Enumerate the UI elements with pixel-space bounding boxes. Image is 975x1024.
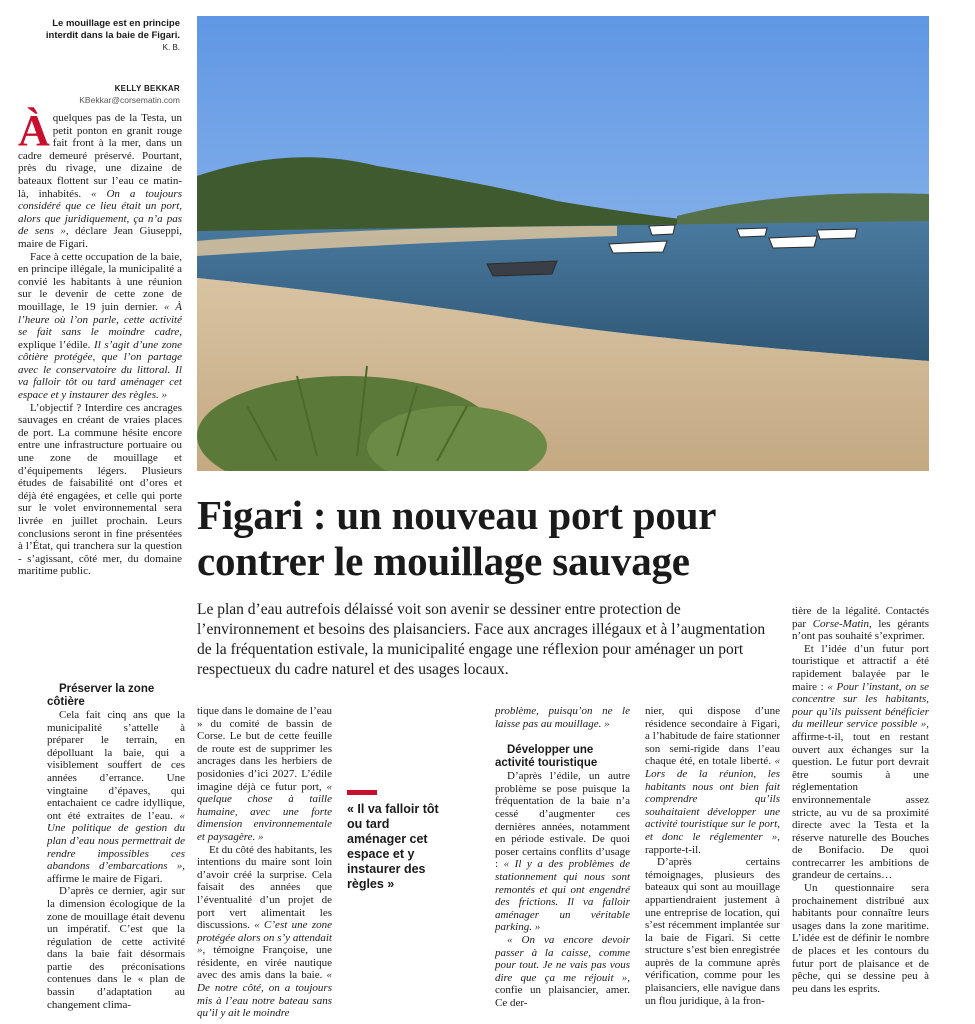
paragraph: Face à cette occupation de la baie, en principe illégale, la municipalité a convié les habitants à une réunion sur le devenir de cette zone de mouillage, le 19 juin dernier. « À l’heure où l’on parle, cette activité se fait sans le moindre cadre, explique l’édile. Il s’agit d’une zone côtière protégée, que l’on partage avec le conservatoire du littoral. Il va falloir tôt ou tard aménager cet espace et y instaurer des règles. »: [18, 250, 182, 402]
paragraph: nier, qui dispose d’une résidence secondaire à Figari, a l’habitude de faire stationner son semi-rigide dans l’eau chaque été, en totale liberté. « Lors de la réunion, les habitants nous ont bien fait comprendre qu’ils souhaitaient développer une activité touristique sur le port, et donc le réglementer », rapporte-t-il.: [645, 705, 780, 856]
byline-email[interactable]: KBekkar@corsematin.com: [79, 95, 180, 105]
caption-text: Le mouillage est en principe interdit dans la baie de Figari.: [45, 18, 180, 41]
paragraph: « On va encore devoir passer à la caisse, comme pour tout. Je ne vais pas vous dire que ça me réjouit », confie un plaisancier, amer. Ce der-: [495, 933, 630, 1009]
byline-author: KELLY BEKKAR: [114, 84, 180, 93]
pullquote: « Il va falloir tôt ou tard aménager cet espace et y instaurer des règles »: [347, 802, 439, 891]
article-column-5: [792, 605, 929, 995]
caption-credit: K. B.: [162, 43, 180, 52]
paragraph: D’après l’édile, un autre problème se pose puisque la fréquentation de la baie n’a cessé d’augmenter ces dernières années, notamment en période estivale. De quoi poser certains conflits d’usage : « Il y a des problèmes de stationnement qui nous sont remontés et qui ont engendré des frictions. Il va falloir aménager un véritable parking. »: [495, 770, 630, 934]
byline: [18, 84, 180, 105]
paragraph: D’après ce dernier, agir sur la dimension écologique de la zone de mouillage était devenu un impératif. C’est que la régulation de cette activité dans la baie fait désormais partie des préconisations contenues dans le « plan de bassin d’adaptation au changement clima-: [47, 885, 185, 1011]
paragraph: tique dans le domaine de l’eau » du comité de bassin de Corse. Le but de cette feuille de route est de supprimer les ancrages dans les herbiers de posidonies d’ici 2027. L’édile imagine déjà ce futur port, « quelque chose à taille humaine, avec une forte dimension environnementale et paysagère. »: [197, 705, 332, 843]
paragraph: Cela fait cinq ans que la municipalité s’attelle à préparer le terrain, en dépolluant la baie, qui a visiblement souffert de ces années d’errance. Une vingtaine d’épaves, qui entachaient ce cadre idyllique, ont été extraites de l’eau. « Une politique de gestion du plan d’eau nous permettrait de rendre impossibles ces abandons d’embarcations », affirme le maire de Figari.: [47, 709, 185, 885]
subhead-developper: Développer une activité touristique: [495, 744, 598, 770]
article-column-3: [495, 705, 630, 1009]
headline: [197, 492, 927, 584]
subhead-preserver: Préserver la zone côtière: [47, 683, 155, 708]
bay-photo-illustration: [197, 16, 929, 471]
article-column-4: [645, 705, 780, 1007]
paragraph: À quelques pas de la Testa, un petit ponton en granit rouge fait front à la mer, dans un cadre demeuré préservé. Pourtant, près du rivage, une dizaine de bateaux flottent sur l’eau ce matin-là, inhabités. « On a toujours considéré que ce lieu était un port, alors que juridiquement, ça n’a pas de sens », déclare Jean Giuseppi, maire de Figari.: [18, 106, 182, 250]
paragraph: problème, puisqu’on ne le laisse pas au mouillage. »: [495, 705, 630, 730]
article-column-2: [197, 705, 332, 1020]
paragraph: Et l’idée d’un futur port touristique et attractif a été rapidement balayée par le maire : « Pour l’instant, on se concentre sur les habitants, pour qu’ils puissent bénéficier du meilleur service possible », affirme-t-il, tout en restant ouvert aux échanges sur la question. Le futur port devrait être soumis à une réglementation environnementale assez stricte, au vu de sa proximité directe avec la Testa et la réserve naturelle des Bouches de Bonifacio. De quoi contrecarrer les ambitions de grandeur de certains…: [792, 642, 929, 882]
article-column-1: [18, 106, 182, 578]
paragraph: Un questionnaire sera prochainement distribué aux habitants pour connaître leurs usages dans la zone maritime. L’idée est de définir le nombre de places et les contours du futur port de plaisance et de pêche, qui se dessine peu à peu dans les esprits.: [792, 882, 929, 995]
paragraph: L’objectif ? Interdire ces ancrages sauvages en créant de vraies places de port. La commune hésite encore entre une infrastructure portuaire ou une zone de mouillage et d’équipements légers. Plusieurs études de faisabilité ont d’ores et déjà été engagées, et celle qui porte sur le volet environnemental sera livrée en juillet prochain. Leurs conclusions seront in fine présentées à l’État, qui tranchera sur la question - s’agissant, côté mer, du domaine maritime public.: [18, 401, 182, 578]
pullquote-accent-bar: [347, 790, 377, 795]
paragraph: D’après certains témoignages, plusieurs des bateaux qui sont au mouillage appartiendraient justement à une entreprise de location, qui s’est récemment implantée sur la baie de Figari. Si cette structure s’est bien enregistrée auprès de la commune après vérification, comme pour les plaisanciers, elle navigue dans un flou juridique, à la fron-: [645, 856, 780, 1007]
paragraph: Et du côté des habitants, les intentions du maire sont loin d’avoir créé la surprise. Cela faisait des années que l’éventualité d’un projet de port vert alimentait les discussions. « C’est une zone protégée alors on s’y attendait », témoigne Françoise, une résidente, en virée nautique avec des amis dans la baie. « De notre côté, on a toujours mis à l’eau notre bateau sans qu’il y ait le moindre: [197, 843, 333, 1020]
drop-cap: À: [18, 106, 50, 155]
photo-caption: [18, 18, 180, 54]
paragraph: tière de la légalité. Contactés par Corse-Matin, les gérants n’ont pas souhaité s’exprimer.: [792, 605, 930, 643]
headline-line-2: contrer le mouillage sauvage: [197, 538, 690, 584]
headline-line-1: Figari : un nouveau port pour: [197, 492, 717, 538]
lead-paragraph: Le plan d’eau autrefois délaissé voit son avenir se dessiner entre protection de l’environnement et besoins des plaisanciers. Face aux ancrages illégaux et à l’augmentation de la fréquentation estivale, la municipalité engage une réflexion pour aménager un port respectueux du cadre naturel et des usages locaux.: [197, 601, 766, 678]
article-column-1b: [47, 683, 185, 1011]
article-photo: [197, 16, 929, 471]
